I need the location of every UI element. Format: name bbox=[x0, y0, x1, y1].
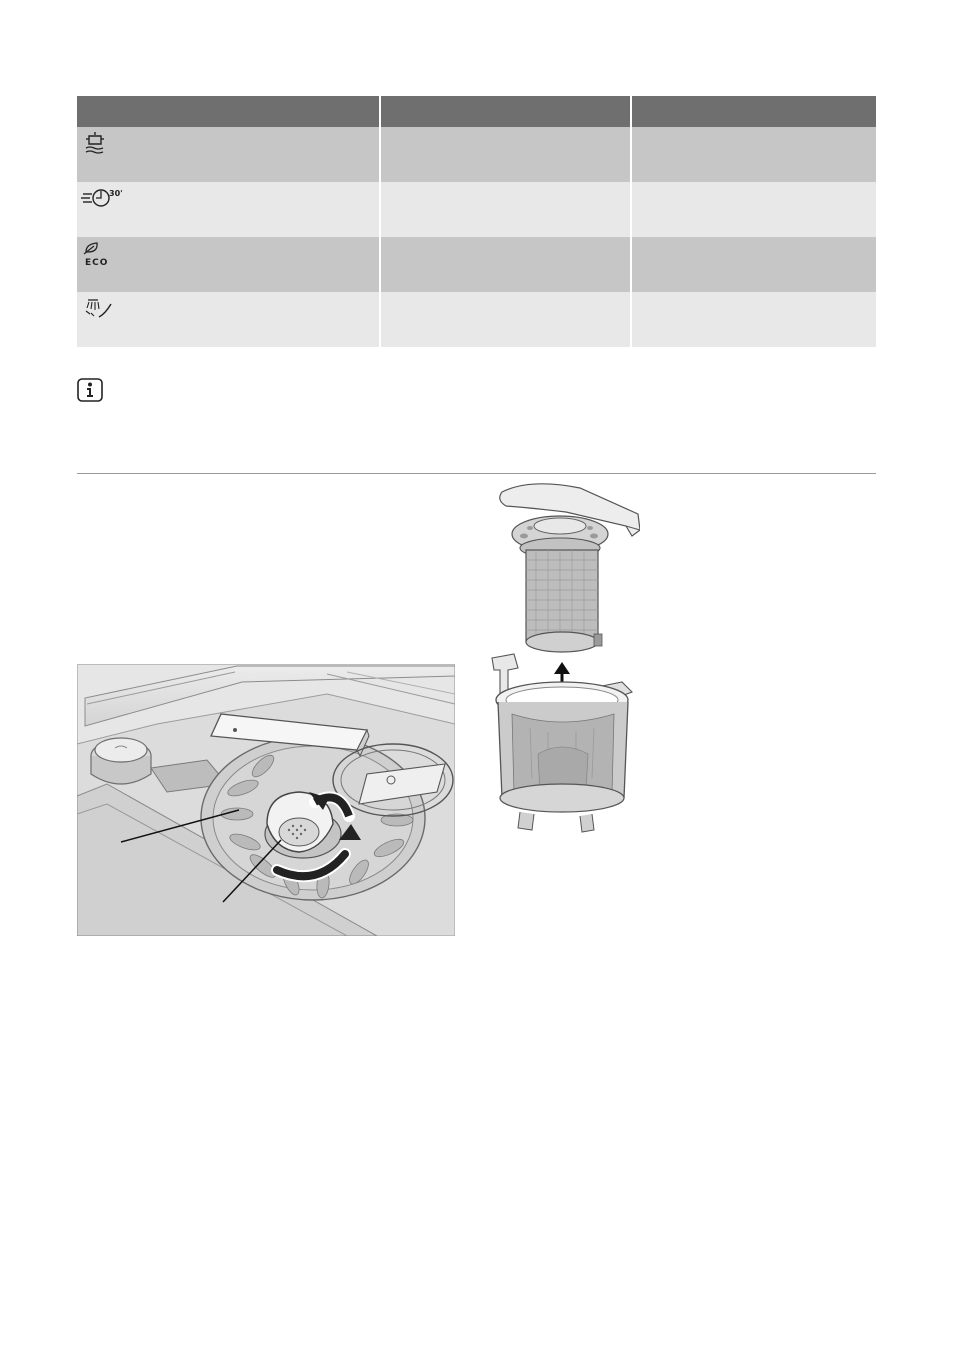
quick-30-icon bbox=[81, 186, 125, 212]
programme-cell bbox=[77, 292, 379, 347]
table-cell bbox=[379, 292, 630, 347]
programme-cell bbox=[77, 182, 379, 237]
programme-cell bbox=[77, 237, 379, 292]
table-header-row bbox=[77, 96, 876, 127]
table-header-col-3 bbox=[630, 96, 876, 127]
rinse-spray-icon bbox=[81, 296, 125, 322]
table-cell bbox=[630, 237, 876, 292]
filter-sump-illustration bbox=[77, 664, 455, 936]
table-cell bbox=[630, 127, 876, 182]
info-icon bbox=[77, 378, 103, 402]
eco-leaf-icon bbox=[81, 241, 125, 267]
table-header-col-2 bbox=[379, 96, 630, 127]
svg-text:30': 30' bbox=[109, 189, 123, 198]
table-header-programme bbox=[77, 96, 379, 127]
pot-intensive-icon bbox=[81, 131, 125, 157]
table-cell bbox=[379, 127, 630, 182]
table-row bbox=[77, 182, 876, 237]
table-row bbox=[77, 237, 876, 292]
table-cell bbox=[630, 182, 876, 237]
table-row bbox=[77, 292, 876, 347]
table-cell bbox=[379, 182, 630, 237]
programme-table bbox=[77, 96, 876, 347]
filter-assembly-illustration bbox=[490, 478, 640, 840]
table-cell bbox=[379, 237, 630, 292]
table-row bbox=[77, 127, 876, 182]
section-divider bbox=[77, 473, 876, 474]
programme-cell bbox=[77, 127, 379, 182]
table-cell bbox=[630, 292, 876, 347]
eco-label: ECO bbox=[85, 258, 109, 268]
